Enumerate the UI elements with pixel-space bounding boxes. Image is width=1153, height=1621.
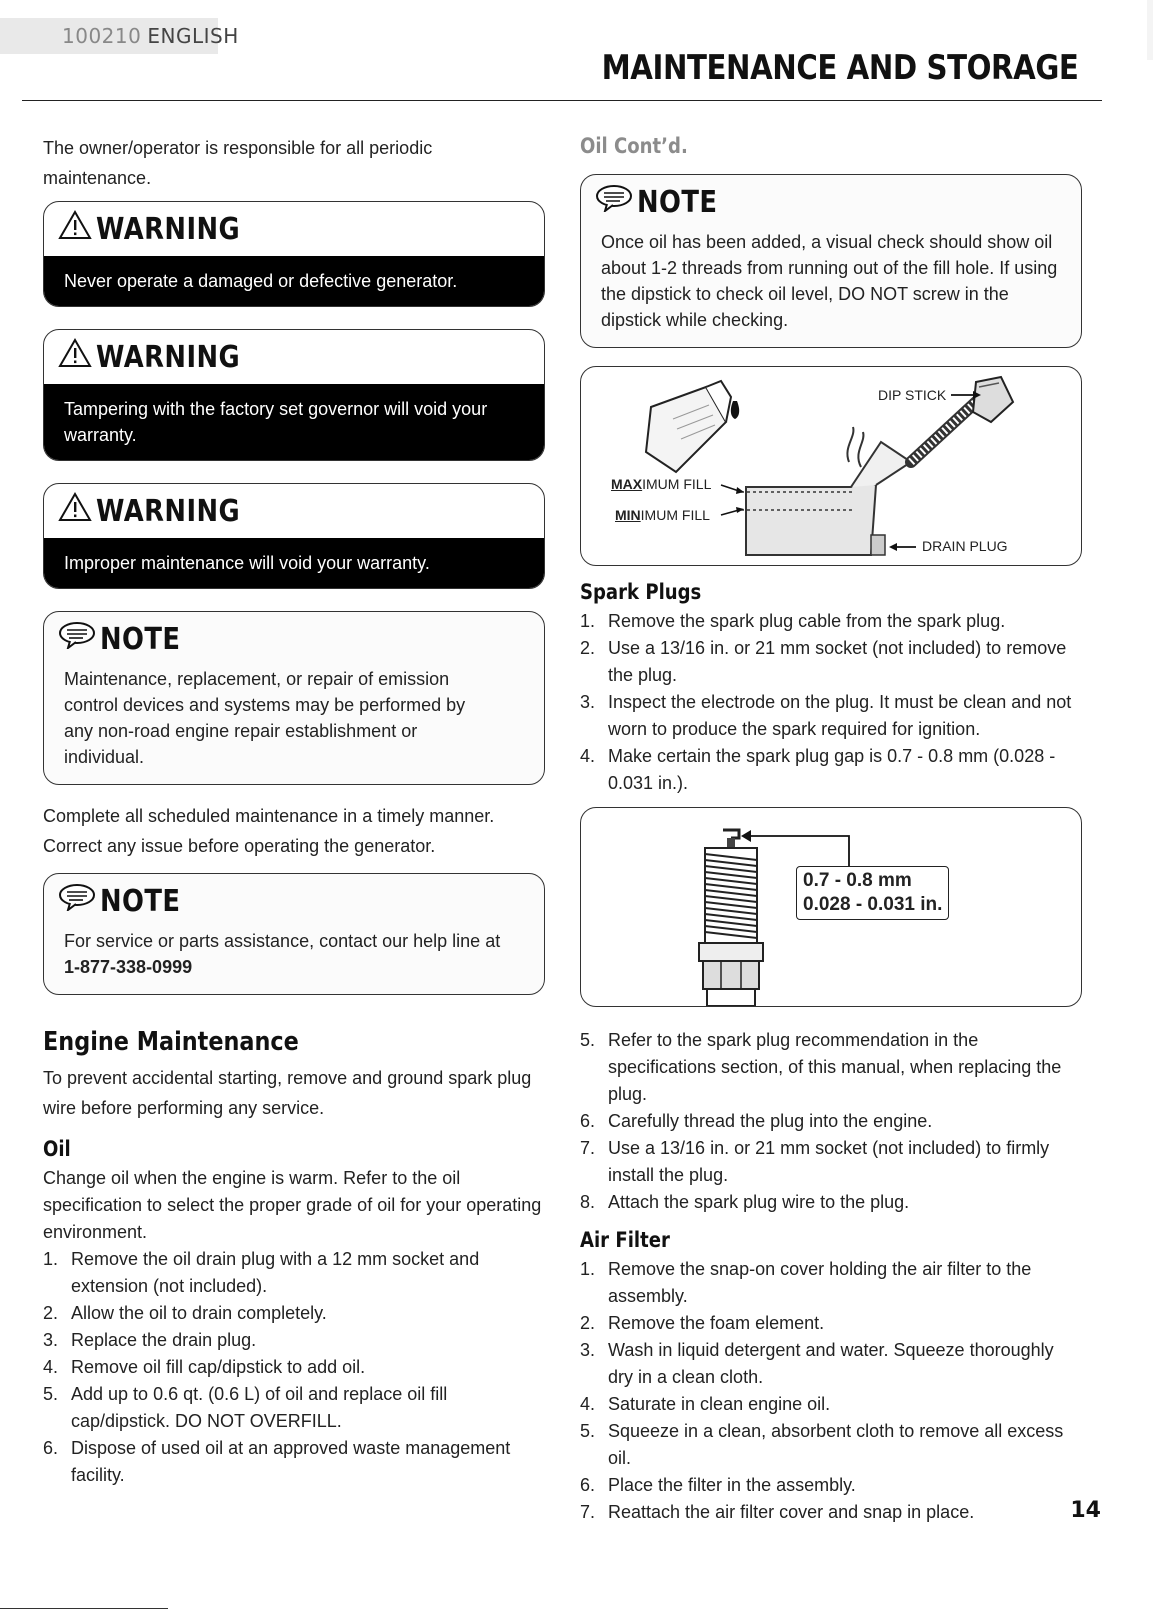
list-item: 4. Remove oil fill cap/dipstick to add oil. <box>43 1357 366 1377</box>
intro-text: The owner/operator is responsible for all periodic maintenance. <box>43 138 433 188</box>
drain-plug-label: DRAIN PLUG <box>922 538 1008 554</box>
right-column <box>580 134 1082 1526</box>
language-label: ENGLISH <box>147 24 239 48</box>
crankcase-icon <box>741 427 911 555</box>
oil-contd-heading: Oil Cont’d. <box>580 134 688 158</box>
maximum-fill-label: MAXIMUM FILL <box>611 476 712 492</box>
warning-label: WARNING <box>96 493 241 529</box>
oil-steps <box>43 1246 545 1489</box>
list-item: 3. Replace the drain plug. <box>43 1330 257 1350</box>
list-item: 7. Reattach the air filter cover and snap in place. <box>580 1502 975 1522</box>
note-text: Maintenance, replacement, or repair of emission control devices and systems may be performed by any non-road engine repair establishment or individual. <box>64 669 466 767</box>
warning-label: WARNING <box>96 211 241 247</box>
list-item: 3. Inspect the electrode on the plug. It must be clean and not worn to produce the spark required for ignition. <box>580 692 1072 739</box>
footer-rule <box>0 1608 168 1609</box>
list-item: 3. Wash in liquid detergent and water. Squeeze thoroughly dry in a clean cloth. <box>580 1340 1054 1387</box>
doc-code: 100210 <box>62 24 142 48</box>
list-item: 1. Remove the oil drain plug with a 12 mm socket and extension (not included). <box>43 1249 480 1296</box>
left-column <box>43 133 545 1489</box>
list-item: 4. Make certain the spark plug gap is 0.7 - 0.8 mm (0.028 - 0.031 in.). <box>580 746 1056 793</box>
speech-bubble-icon <box>58 621 96 657</box>
document-tag <box>0 18 239 54</box>
note-label: NOTE <box>637 184 718 220</box>
schedule-text: Complete all scheduled maintenance in a timely manner. Correct any issue before operating the generator. <box>43 806 495 856</box>
engine-maintenance-heading: Engine Maintenance <box>43 1027 299 1057</box>
warning-text: Never operate a damaged or defective generator. <box>44 256 544 306</box>
list-item: 5. Add up to 0.6 qt. (0.6 L) of oil and replace oil fill cap/dipstick. DO NOT OVERFILL. <box>43 1384 448 1431</box>
list-item: 7. Use a 13/16 in. or 21 mm socket (not included) to firmly install the plug. <box>580 1138 1050 1185</box>
spark-plug-gap-diagram <box>580 807 1082 1007</box>
list-item: 5. Squeeze in a clean, absorbent cloth to remove all excess oil. <box>580 1421 1064 1468</box>
oil-level-diagram <box>580 366 1082 566</box>
spark-plugs-heading: Spark Plugs <box>580 580 702 604</box>
oil-bottle-icon <box>646 381 739 472</box>
gap-callout <box>796 866 949 920</box>
note-service-body <box>44 928 544 994</box>
note-text: Once oil has been added, a visual check should show oil about 1-2 threads from running out of the fill hole. If using the dipstick to check oil level, DO NOT screw in the dipstick while checking. <box>601 232 1058 330</box>
engine-maintenance-text: To prevent accidental starting, remove and ground spark plug wire before performing any service. <box>43 1068 532 1118</box>
page-number: 14 <box>1070 1498 1101 1523</box>
list-item: 8. Attach the spark plug wire to the plug. <box>580 1192 910 1212</box>
spark-plug-icon <box>699 830 763 1006</box>
list-item: 1. Remove the spark plug cable from the spark plug. <box>580 611 1006 631</box>
page-edge <box>1147 0 1153 60</box>
list-item: 6. Carefully thread the plug into the engine. <box>580 1111 933 1131</box>
spark-steps-b <box>580 1027 1082 1216</box>
warning-triangle-icon <box>58 338 92 376</box>
help-line-phone[interactable]: 1-877-338-0999 <box>64 957 193 977</box>
list-item: 1. Remove the snap-on cover holding the air filter to the assembly. <box>580 1259 1032 1306</box>
warning-triangle-icon <box>58 492 92 530</box>
air-filter-steps <box>580 1256 1082 1526</box>
list-item: 4. Saturate in clean engine oil. <box>580 1394 831 1414</box>
minimum-fill-label: MINIMUM FILL <box>615 507 710 523</box>
page-title: MAINTENANCE AND STORAGE <box>601 48 1078 88</box>
speech-bubble-icon <box>58 883 96 919</box>
oil-heading: Oil <box>43 1137 71 1161</box>
list-item: 2. Remove the foam element. <box>580 1313 825 1333</box>
warning-text: Improper maintenance will void your warranty. <box>44 538 544 588</box>
speech-bubble-icon <box>595 184 633 220</box>
spark-steps-a <box>580 608 1082 797</box>
note-label: NOTE <box>100 883 181 919</box>
note-label: NOTE <box>100 621 181 657</box>
warning-box-3 <box>43 483 545 589</box>
note-box-oil-check <box>580 174 1082 348</box>
oil-text: Change oil when the engine is warm. Refer to the oil specification to select the proper grade of oil for your operating environment. <box>43 1168 542 1242</box>
note-box-service <box>43 873 545 995</box>
gap-mm: 0.7 - 0.8 mm <box>803 870 912 891</box>
warning-text: Tampering with the factory set governor will void your warranty. <box>44 384 544 460</box>
gap-in: 0.028 - 0.031 in. <box>803 894 943 915</box>
warning-label: WARNING <box>96 339 241 375</box>
warning-triangle-icon <box>58 210 92 248</box>
list-item: 6. Dispose of used oil at an approved waste management facility. <box>43 1438 511 1485</box>
note-text: For service or parts assistance, contact our help line at <box>64 931 501 951</box>
warning-box-2 <box>43 329 545 461</box>
header-rule <box>22 100 1102 101</box>
warning-box-1 <box>43 201 545 307</box>
list-item: 2. Allow the oil to drain completely. <box>43 1303 327 1323</box>
air-filter-heading: Air Filter <box>580 1228 670 1252</box>
list-item: 5. Refer to the spark plug recommendation in the specifications section, of this manual, when replacing the plug. <box>580 1030 1062 1104</box>
list-item: 6. Place the filter in the assembly. <box>580 1475 856 1495</box>
note-box-emission <box>43 611 545 785</box>
list-item: 2. Use a 13/16 in. or 21 mm socket (not included) to remove the plug. <box>580 638 1067 685</box>
dip-stick-label: DIP STICK <box>878 387 947 403</box>
